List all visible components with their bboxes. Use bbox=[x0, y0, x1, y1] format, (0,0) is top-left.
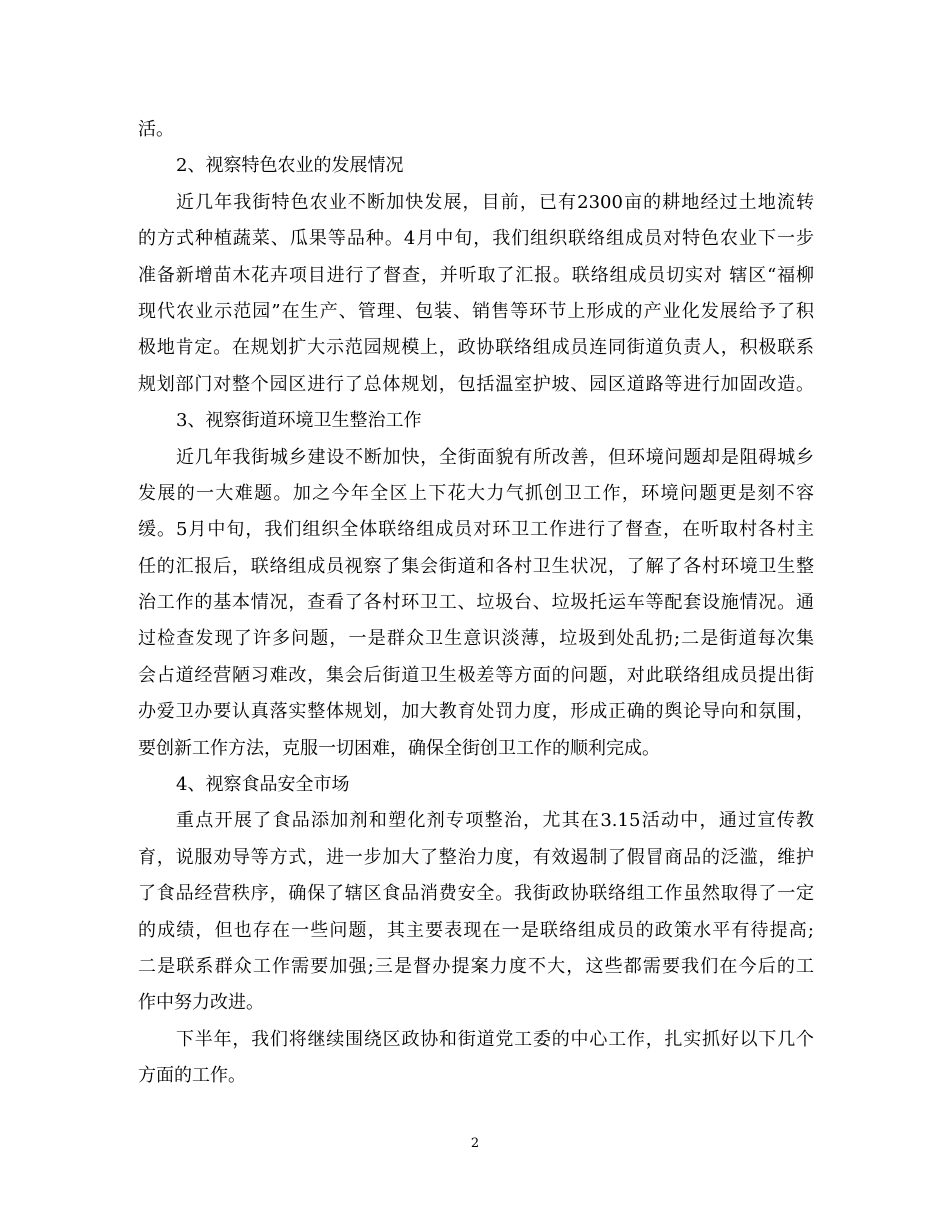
text-line: 近几年我街城乡建设不断加快，全街面貌有所改善，但环境问题却是阻碍城乡 bbox=[176, 446, 814, 468]
text-line: 3、视察街道环境卫生整治工作 bbox=[176, 410, 422, 432]
text-line: 办爱卫办要认真落实整体规划，加大教育处罚力度，形成正确的舆论导向和氛围， bbox=[138, 701, 814, 723]
text-line: 育，说服劝导等方式，进一步加大了整治力度，有效遏制了假冒商品的泛滥，维护 bbox=[138, 846, 814, 868]
text-line: 了食品经营秩序，确保了辖区食品消费安全。我街政协联络组工作虽然取得了一定 bbox=[138, 883, 814, 905]
text-line: 活。 bbox=[138, 119, 174, 140]
text-line: 作中努力改进。 bbox=[138, 992, 264, 1014]
text-line: 重点开展了食品添加剂和塑化剂专项整治，尤其在3.15活动中，通过宣传教 bbox=[176, 810, 814, 832]
text-line: 治工作的基本情况，查看了各村环卫工、垃圾台、垃圾托运车等配套设施情况。通 bbox=[138, 592, 814, 614]
document-body bbox=[138, 112, 814, 1095]
text-line: 4、视察食品安全市场 bbox=[176, 774, 350, 796]
text-line: 缓。5月中旬，我们组织全体联络组成员对环卫工作进行了督查，在听取村各村主 bbox=[138, 519, 814, 541]
text-line: 近几年我街特色农业不断加快发展，目前，已有2300亩的耕地经过土地流转 bbox=[176, 191, 814, 213]
text-line: 会占道经营陋习难改，集会后街道卫生极差等方面的问题，对此联络组成员提出街 bbox=[138, 664, 814, 686]
text-line: 方面的工作。 bbox=[138, 1065, 246, 1087]
text-line: 任的汇报后，联络组成员视察了集会街道和各村卫生状况，了解了各村环境卫生整 bbox=[138, 555, 814, 577]
text-line: 的方式种植蔬菜、瓜果等品种。4月中旬，我们组织联络组成员对特色农业下一步 bbox=[138, 228, 814, 250]
text-line: 要创新工作方法，克服一切困难，确保全街创卫工作的顺利完成。 bbox=[138, 737, 660, 759]
text-line: 2、视察特色农业的发展情况 bbox=[176, 155, 404, 177]
text-line: 二是联系群众工作需要加强;三是督办提案力度不大，这些都需要我们在今后的工 bbox=[138, 955, 814, 977]
text-line: 过检查发现了许多问题，一是群众卫生意识淡薄，垃圾到处乱扔;二是街道每次集 bbox=[138, 628, 814, 650]
text-line: 极地肯定。在规划扩大示范园规模上，政协联络组成员连同街道负责人，积极联系 bbox=[138, 337, 814, 359]
text-line: 下半年，我们将继续围绕区政协和街道党工委的中心工作，扎实抓好以下几个 bbox=[176, 1028, 814, 1050]
text-line: 发展的一大难题。加之今年全区上下花大力气抓创卫工作，环境问题更是刻不容 bbox=[138, 482, 814, 504]
text-line: 准备新增苗木花卉项目进行了督查，并听取了汇报。联络组成员切实对 辖区“福柳 bbox=[138, 264, 814, 286]
text-line: 的成绩，但也存在一些问题，其主要表现在一是联络组成员的政策水平有待提高; bbox=[138, 919, 814, 941]
page-number: 2 bbox=[470, 1136, 480, 1151]
text-line: 现代农业示范园”在生产、管理、包装、销售等环节上形成的产业化发展给予了积 bbox=[138, 300, 814, 322]
text-line: 规划部门对整个园区进行了总体规划，包括温室护坡、园区道路等进行加固改造。 bbox=[138, 373, 814, 395]
